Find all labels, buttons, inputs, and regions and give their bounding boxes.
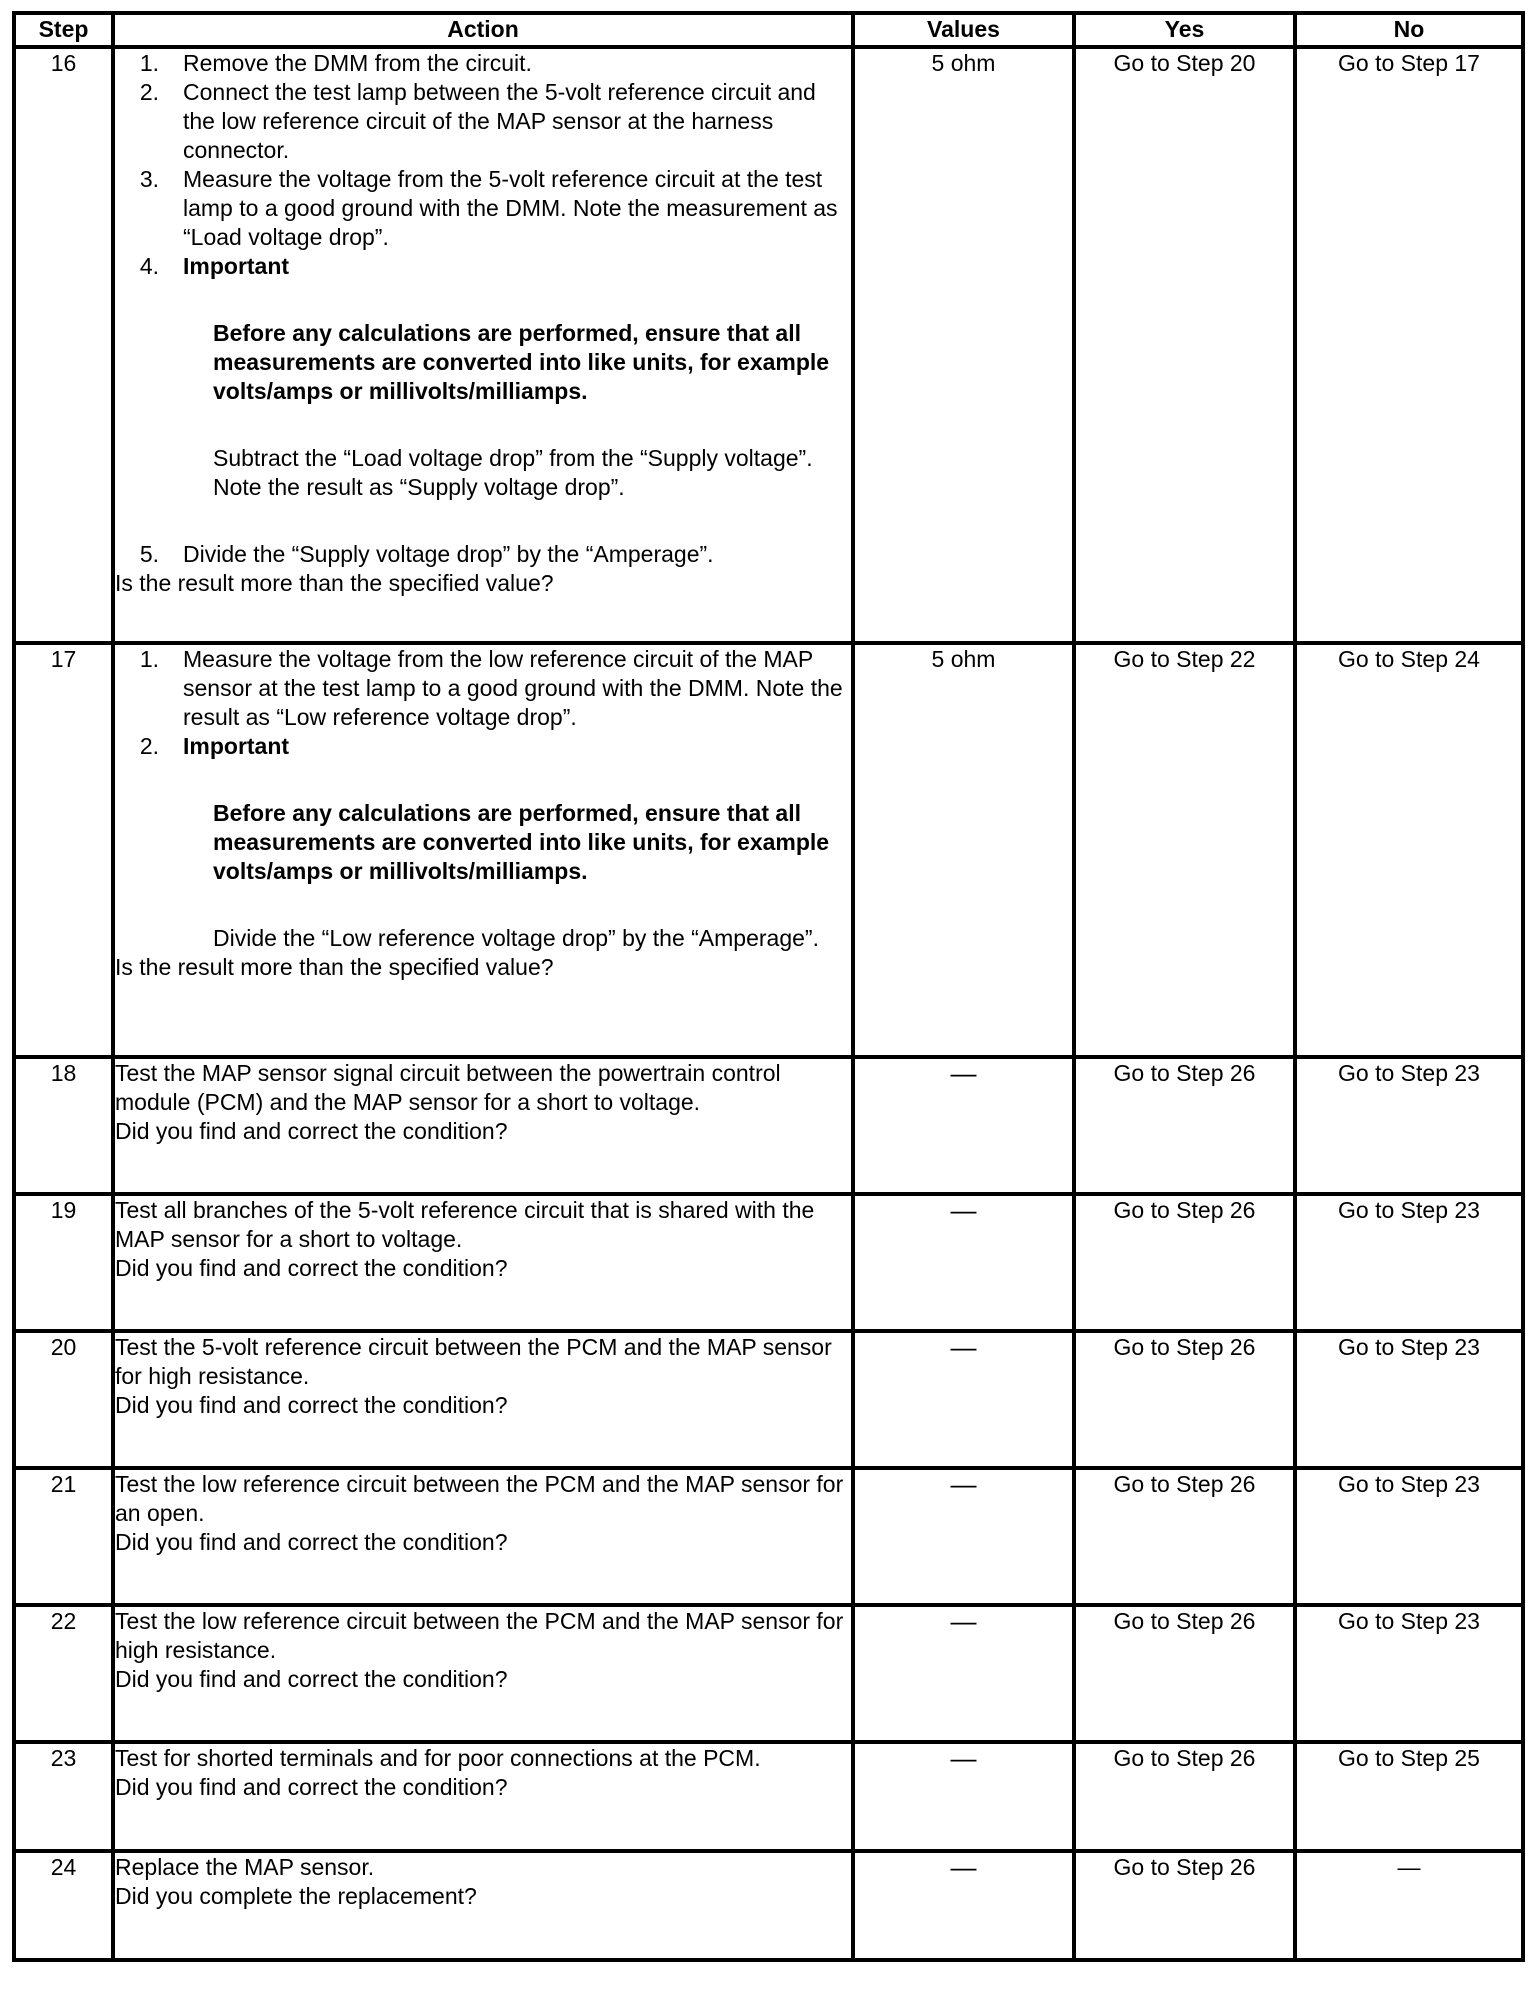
yes-cell: Go to Step 26	[1074, 1057, 1295, 1194]
yes-cell: Go to Step 20	[1074, 47, 1295, 643]
action-text: Test the MAP sensor signal circuit between the powertrain control module (PCM) and the MAP sensor for a short to voltage.	[115, 1060, 781, 1115]
no-cell: Go to Step 23	[1295, 1605, 1523, 1742]
action-cell	[113, 1468, 853, 1605]
yes-cell: Go to Step 26	[1074, 1468, 1295, 1605]
table-row-step-17	[14, 643, 1523, 1057]
no-cell: Go to Step 24	[1295, 643, 1523, 1057]
yes-cell: Go to Step 26	[1074, 1851, 1295, 1960]
list-item: 5. Divide the “Supply voltage drop” by the “Amperage”.	[139, 541, 714, 567]
header-yes: Yes	[1074, 13, 1295, 47]
step-number: 21	[14, 1468, 113, 1605]
value-cell: —	[853, 1851, 1074, 1960]
list-item: 2. Connect the test lamp between the 5-volt reference circuit and the low reference circuit of the MAP sensor at the harness connector.	[139, 79, 816, 163]
action-text: Test the low reference circuit between the PCM and the MAP sensor for an open.	[115, 1471, 844, 1526]
value-cell: —	[853, 1331, 1074, 1468]
action-text: Test all branches of the 5-volt reference circuit that is shared with the MAP sensor for a short to voltage.	[115, 1197, 815, 1252]
no-cell: Go to Step 23	[1295, 1331, 1523, 1468]
note-text: Divide the “Low reference voltage drop” by the “Amperage”.	[213, 925, 819, 951]
step-number: 20	[14, 1331, 113, 1468]
list-item: 1. Remove the DMM from the circuit.	[139, 50, 532, 76]
no-cell: Go to Step 23	[1295, 1057, 1523, 1194]
action-steps	[115, 645, 851, 761]
step-number: 18	[14, 1057, 113, 1194]
table-row-step-24	[14, 1851, 1523, 1960]
header-no: No	[1295, 13, 1523, 47]
table-row-step-22	[14, 1605, 1523, 1742]
header-action: Action	[113, 13, 853, 47]
action-cell	[113, 1742, 853, 1851]
no-cell: —	[1295, 1851, 1523, 1960]
no-cell: Go to Step 23	[1295, 1468, 1523, 1605]
header-values: Values	[853, 13, 1074, 47]
action-text: Test the 5-volt reference circuit between the PCM and the MAP sensor for high resistance.	[115, 1334, 832, 1389]
question-text: Did you find and correct the condition?	[115, 1392, 508, 1418]
action-cell	[113, 643, 853, 1057]
yes-cell: Go to Step 26	[1074, 1742, 1295, 1851]
action-text: Test the low reference circuit between the PCM and the MAP sensor for high resistance.	[115, 1608, 844, 1663]
table-row-step-16	[14, 47, 1523, 643]
step-number: 16	[14, 47, 113, 643]
action-cell	[113, 47, 853, 643]
question-text: Did you complete the replacement?	[115, 1883, 477, 1909]
header-step: Step	[14, 13, 113, 47]
step-number: 19	[14, 1194, 113, 1331]
value-cell: —	[853, 1605, 1074, 1742]
no-cell: Go to Step 23	[1295, 1194, 1523, 1331]
action-cell	[113, 1605, 853, 1742]
value-cell: —	[853, 1742, 1074, 1851]
value-cell: —	[853, 1468, 1074, 1605]
no-cell: Go to Step 17	[1295, 47, 1523, 643]
action-cell	[113, 1194, 853, 1331]
note-text: Subtract the “Load voltage drop” from the “Supply voltage”. Note the result as “Supply voltage drop”.	[213, 445, 813, 500]
yes-cell: Go to Step 26	[1074, 1331, 1295, 1468]
yes-cell: Go to Step 26	[1074, 1605, 1295, 1742]
value-cell: —	[853, 1194, 1074, 1331]
table-row-step-20	[14, 1331, 1523, 1468]
table-row-step-21	[14, 1468, 1523, 1605]
question-text: Did you find and correct the condition?	[115, 1255, 508, 1281]
list-item: 4. Important	[139, 253, 290, 279]
value-cell: 5 ohm	[853, 643, 1074, 1057]
list-item: 1. Measure the voltage from the low reference circuit of the MAP sensor at the test lamp to a good ground with the DMM. Note the result as “Low reference voltage drop”.	[139, 646, 843, 730]
yes-cell: Go to Step 26	[1074, 1194, 1295, 1331]
question-text: Did you find and correct the condition?	[115, 1118, 508, 1144]
question-text: Did you find and correct the condition?	[115, 1774, 508, 1800]
no-cell: Go to Step 25	[1295, 1742, 1523, 1851]
action-cell	[113, 1851, 853, 1960]
table-row-step-19	[14, 1194, 1523, 1331]
step-number: 17	[14, 643, 113, 1057]
step-number: 23	[14, 1742, 113, 1851]
important-note: Before any calculations are performed, ensure that all measurements are converted into like units, for example volts/amps or millivolts/milliamps.	[213, 800, 830, 884]
question-text: Is the result more than the specified value?	[115, 570, 554, 596]
action-cell	[113, 1331, 853, 1468]
step-number: 24	[14, 1851, 113, 1960]
list-item: 3. Measure the voltage from the 5-volt reference circuit at the test lamp to a good ground with the DMM. Note the measurement as “Load voltage drop”.	[139, 166, 838, 250]
question-text: Is the result more than the specified value?	[115, 954, 554, 980]
table-row-step-23	[14, 1742, 1523, 1851]
table-header-row	[14, 13, 1523, 47]
important-note: Before any calculations are performed, ensure that all measurements are converted into like units, for example volts/amps or millivolts/milliamps.	[213, 320, 830, 404]
diagnostic-table	[12, 11, 1525, 1962]
action-cell	[113, 1057, 853, 1194]
list-item: 2. Important	[139, 733, 290, 759]
yes-cell: Go to Step 22	[1074, 643, 1295, 1057]
value-cell: —	[853, 1057, 1074, 1194]
value-cell: 5 ohm	[853, 47, 1074, 643]
step-number: 22	[14, 1605, 113, 1742]
action-text: Test for shorted terminals and for poor connections at the PCM.	[115, 1745, 761, 1771]
action-steps	[115, 49, 851, 281]
table-row-step-18	[14, 1057, 1523, 1194]
question-text: Did you find and correct the condition?	[115, 1529, 508, 1555]
question-text: Did you find and correct the condition?	[115, 1666, 508, 1692]
action-steps-continued	[115, 540, 851, 569]
action-text: Replace the MAP sensor.	[115, 1854, 375, 1880]
